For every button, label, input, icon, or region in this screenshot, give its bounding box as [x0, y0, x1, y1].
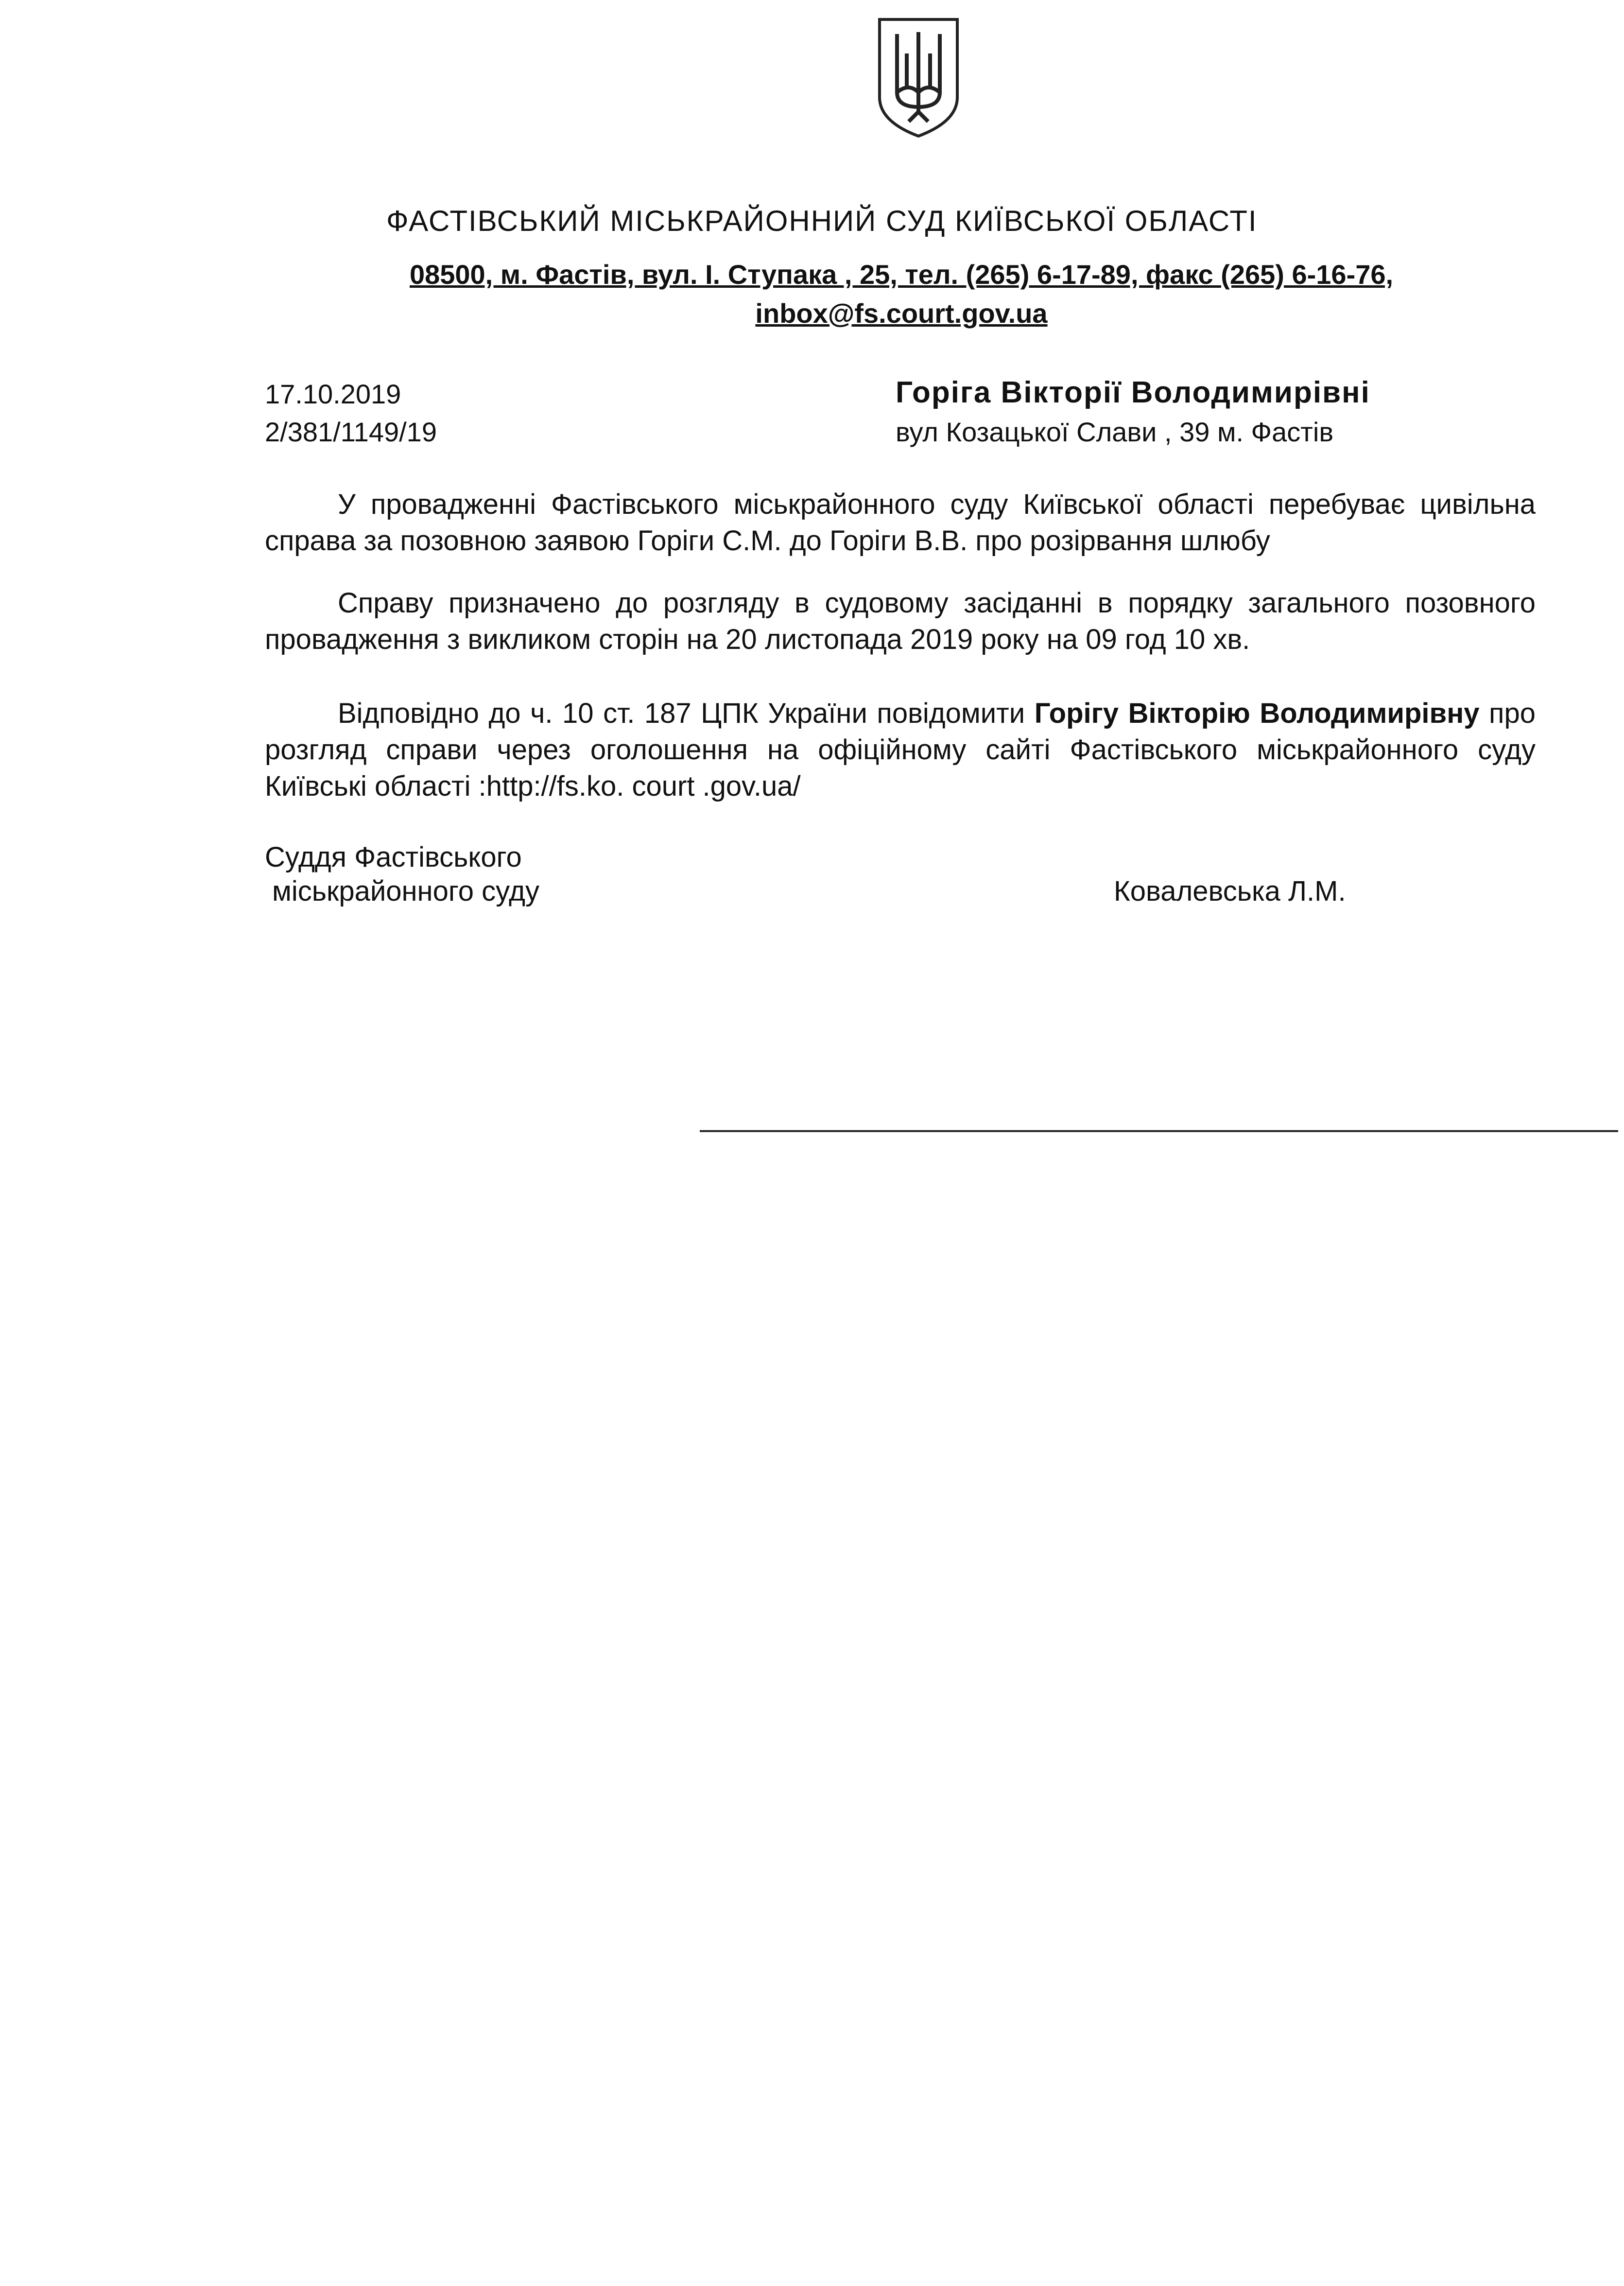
judge-name: Ковалевська Л.М. [1114, 875, 1346, 907]
judge-title-line-2: міськрайонного суду [272, 875, 540, 907]
addressee-name: Горіга Вікторії Володимирівні [896, 376, 1370, 409]
paragraph-2-text: Справу призначено до розгляду в судовому засіданні в порядку загального позовного провадження з викликом сторін на 20 листопада 2019 року на 09 год 10 хв. [265, 587, 1536, 655]
body-paragraph-3 [265, 695, 1536, 804]
court-name: ФАСТІВСЬКИЙ МІСЬКРАЙОННИЙ СУД КИЇВСЬКОЇ ОБЛАСТІ [386, 205, 1258, 237]
paragraph-3-start: Відповідно до ч. 10 ст. 187 ЦПК України повідомити [338, 698, 1035, 729]
document-number: 2/381/1149/19 [265, 417, 437, 447]
judge-title-line-1: Суддя Фастівського [265, 841, 522, 873]
document-date: 17.10.2019 [265, 379, 401, 409]
court-address-line: 08500, м. Фастів, вул. І. Ступака , 25, тел. (265) 6-17-89, факс (265) 6-16-76, [409, 259, 1394, 290]
coat-of-arms-icon [870, 15, 967, 141]
bottom-divider [700, 1130, 1618, 1132]
paragraph-3-bold-name: Горігу Вікторію Володимирівну [1034, 698, 1480, 729]
paragraph-1-text: У провадженні Фастівського міськрайонного суду Київської області перебуває цивільна справа за позовною заявою Горіги С.М. до Горіги В.В. про розірвання шлюбу [265, 489, 1536, 557]
body-paragraph-1 [265, 486, 1536, 559]
body-paragraph-2 [265, 585, 1536, 658]
addressee-address: вул Козацької Слави , 39 м. Фастів [896, 417, 1334, 447]
court-address [350, 255, 1453, 333]
paragraph-3-end: про розгляд справи через оголошення на офіційному сайті Фастівського міськрайонного суду Київські області :http://fs.ko. court .gov.ua/ [265, 698, 1536, 802]
court-email: inbox@fs.court.gov.ua [755, 298, 1048, 329]
